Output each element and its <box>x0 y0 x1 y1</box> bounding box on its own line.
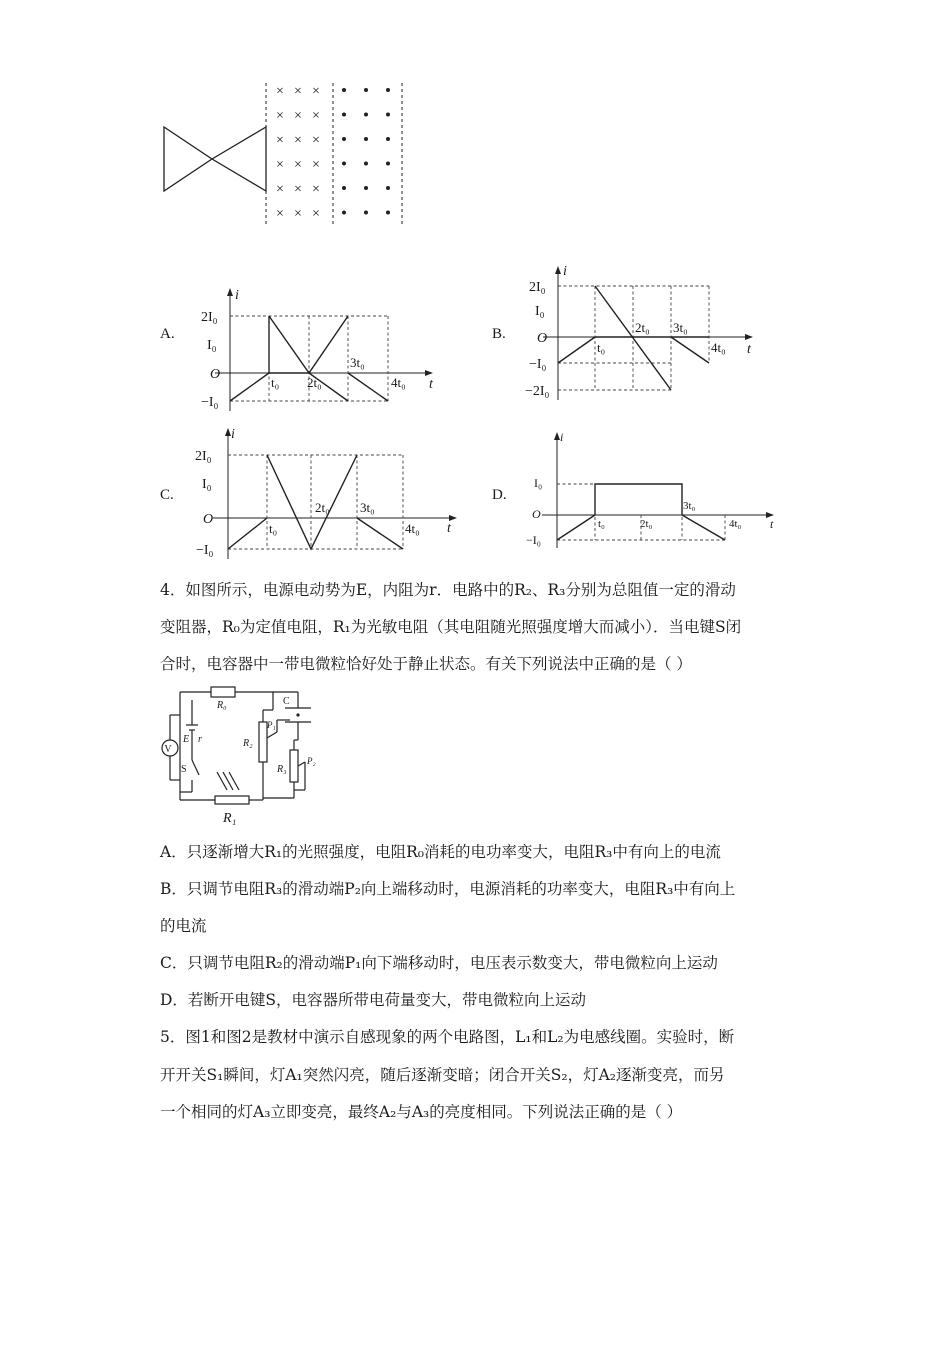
dot-symbol <box>364 162 368 166</box>
field-out-of-page <box>342 88 390 215</box>
p1-label: P₁ <box>267 720 276 730</box>
dot-symbol <box>386 186 390 190</box>
voltmeter-label: V <box>164 744 172 755</box>
i-label: i <box>235 288 239 303</box>
graph-a <box>195 283 455 418</box>
t0: t₀ <box>269 521 278 536</box>
i-label: i <box>231 427 235 442</box>
dot-symbol <box>342 211 346 215</box>
cross-symbol: × <box>312 206 320 222</box>
cross-symbol: × <box>276 84 284 99</box>
four-t0: 4t₀ <box>405 521 420 536</box>
two-i0: 2I₀ <box>195 449 212 464</box>
t0: t₀ <box>598 518 605 530</box>
i0: I₀ <box>534 476 543 490</box>
q4-option-c: C．只调节电阻R₂的滑动端P₁向下端移动时，电压表示数变大，带电微粒向上运动 <box>160 954 718 972</box>
dot-symbol <box>342 186 346 190</box>
graph-d <box>520 428 790 553</box>
i0: I₀ <box>202 477 212 492</box>
dot-symbol <box>364 88 368 92</box>
q5-line-2: 开开关S₁瞬间，灯A₁突然闪亮，随后逐渐变暗；闭合开关S₂，灯A₂逐渐变亮，而另 <box>160 1066 725 1084</box>
circuit-diagram <box>155 680 345 830</box>
cross-symbol: × <box>294 182 302 197</box>
two-i0: 2I₀ <box>201 310 218 325</box>
cross-symbol: × <box>294 157 302 173</box>
cross-symbol: × <box>312 157 320 173</box>
c-label: C <box>283 696 290 707</box>
three-t0: 3t₀ <box>673 320 688 335</box>
cross-symbol: × <box>294 206 302 222</box>
option-b-label: B. <box>492 326 506 342</box>
q4-option-d: D．若断开电键S，电容器所带电荷量变大，带电微粒向上运动 <box>160 991 587 1009</box>
neg-i0: −I₀ <box>526 533 541 547</box>
i-label: i <box>563 264 567 279</box>
q4-option-b-2: 的电流 <box>160 917 207 935</box>
cross-symbol: × <box>312 182 320 197</box>
origin: O <box>203 512 214 527</box>
origin: O <box>532 507 541 521</box>
cross-symbol: × <box>276 206 284 222</box>
two-t0: 2t₀ <box>307 375 322 390</box>
field-figure <box>150 75 420 235</box>
dot-symbol <box>342 113 346 117</box>
dot-symbol <box>386 162 390 166</box>
cross-symbol: × <box>294 108 302 124</box>
dot-symbol <box>364 211 368 215</box>
p2-label: P₂ <box>307 756 316 766</box>
dot-symbol <box>386 88 390 92</box>
dot-symbol <box>364 137 368 141</box>
field-into-page <box>276 84 320 222</box>
origin: O <box>537 331 548 346</box>
q4-line-1: 4．如图所示，电源电动势为E，内阻为r．电路中的R₂、R₃分别为总阻值一定的滑动 <box>160 581 736 599</box>
neg-i0: −I₀ <box>529 357 547 372</box>
dot-symbol <box>342 162 346 166</box>
dot-symbol <box>364 113 368 117</box>
option-a-label: A. <box>160 326 175 342</box>
r1-label: R₁ <box>223 811 237 826</box>
dot-symbol <box>342 137 346 141</box>
cross-symbol: × <box>294 133 302 148</box>
cross-symbol: × <box>276 182 284 197</box>
neg-two-i0: −2I₀ <box>525 384 550 399</box>
cross-symbol: × <box>312 133 320 148</box>
r2-label: R₂ <box>243 738 253 749</box>
option-d-label: D. <box>492 487 507 503</box>
r0-label: R₀ <box>217 700 227 711</box>
three-t0: 3t₀ <box>360 500 375 515</box>
t-label: t <box>770 517 774 531</box>
q4-option-b-1: B．只调节电阻R₃的滑动端P₂向上端移动时，电源消耗的功率变大，电阻R₃中有向上 <box>160 880 736 898</box>
r-label: r <box>198 734 202 745</box>
cross-symbol: × <box>312 84 320 99</box>
dot-symbol <box>342 88 346 92</box>
dot-symbol <box>386 113 390 117</box>
q5-line-3: 一个相同的灯A₃立即变亮，最终A₂与A₃的亮度相同。下列说法正确的是（ ） <box>160 1103 683 1121</box>
i0: I₀ <box>535 304 545 319</box>
t0: t₀ <box>271 375 280 390</box>
graph-c <box>193 424 473 564</box>
i0: I₀ <box>207 338 217 353</box>
three-t0: 3t₀ <box>350 355 365 370</box>
q5-line-1: 5．图1和图2是教材中演示自感现象的两个电路图，L₁和L₂为电感线圈。实验时，断 <box>160 1028 735 1046</box>
two-t0: 2t₀ <box>640 518 653 530</box>
t-label: t <box>747 342 751 357</box>
dot-symbol <box>364 186 368 190</box>
four-t0: 4t₀ <box>729 518 742 530</box>
cross-symbol: × <box>276 108 284 124</box>
two-t0: 2t₀ <box>315 500 330 515</box>
s-label: S <box>181 764 187 775</box>
cross-symbol: × <box>294 84 302 99</box>
t0: t₀ <box>597 340 606 355</box>
i-label: i <box>560 430 564 444</box>
r3-label: R₃ <box>277 764 287 775</box>
q4-line-3: 合时，电容器中一带电微粒恰好处于静止状态。有关下列说法中正确的是（ ） <box>160 655 692 673</box>
two-i0: 2I₀ <box>529 280 546 295</box>
cross-symbol: × <box>276 157 284 173</box>
cross-symbol: × <box>312 108 320 124</box>
four-t0: 4t₀ <box>711 340 726 355</box>
graph-b <box>525 260 785 405</box>
two-t0: 2t₀ <box>635 320 650 335</box>
q4-option-a: A．只逐渐增大R₁的光照强度，电阻R₀消耗的电功率变大，电阻R₃中有向上的电流 <box>160 843 721 861</box>
three-t0: 3t₀ <box>683 500 696 512</box>
t-label: t <box>447 521 451 536</box>
four-t0: 4t₀ <box>391 375 406 390</box>
option-c-label: C. <box>160 487 174 503</box>
neg-i0: −I₀ <box>201 395 219 410</box>
t-label: t <box>429 377 433 392</box>
e-label: E <box>183 734 190 745</box>
dot-symbol <box>386 211 390 215</box>
origin: O <box>210 367 221 382</box>
bowtie-loop <box>164 127 266 191</box>
neg-i0: −I₀ <box>196 543 214 558</box>
q4-line-2: 变阻器，R₀为定值电阻，R₁为光敏电阻（其电阻随光照强度增大而减小）．当电键S闭 <box>160 618 742 636</box>
cross-symbol: × <box>276 133 284 148</box>
dot-symbol <box>386 137 390 141</box>
